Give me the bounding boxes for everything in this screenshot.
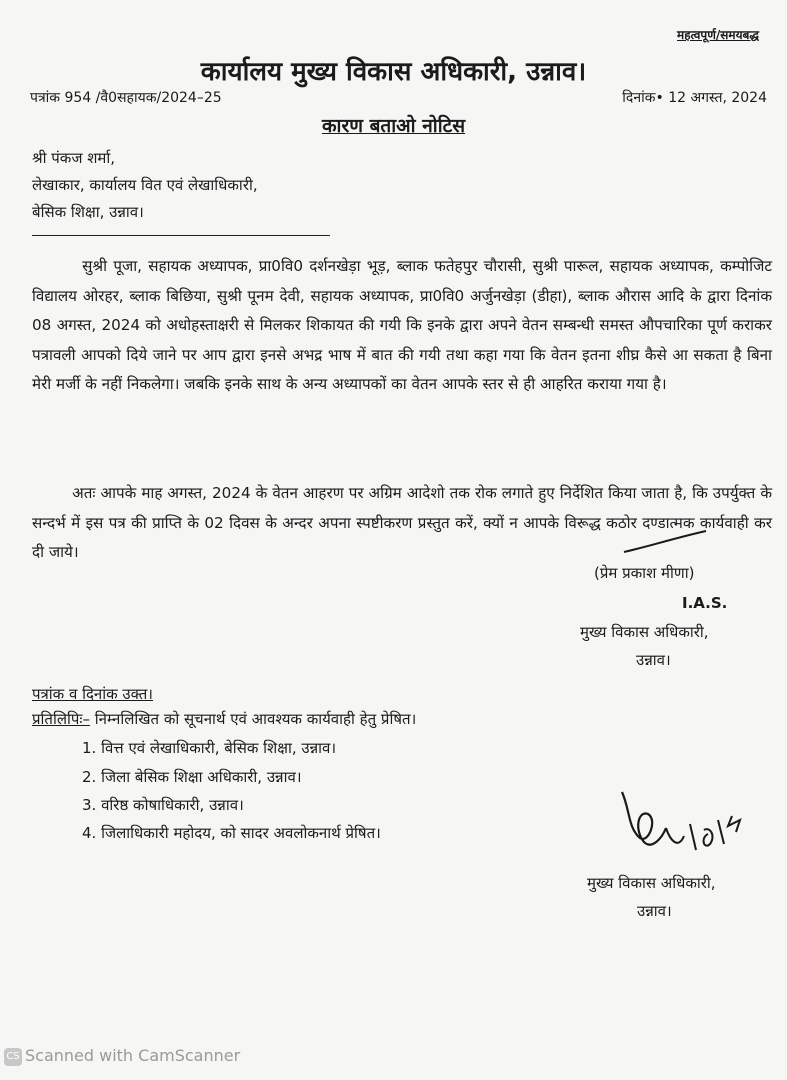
footer-designation: मुख्य विकास अधिकारी, xyxy=(587,874,716,892)
copy-text: निम्नलिखित को सूचनार्थ एवं आवश्यक कार्यवाही हेतु प्रेषित। xyxy=(89,710,417,728)
signatory-designation: मुख्य विकास अधिकारी, xyxy=(580,623,709,641)
copy-item: 4. जिलाधिकारी महोदय, को सादर अवलोकनार्थ प्रेषित। xyxy=(82,824,381,842)
signatory-name: (प्रेम प्रकाश मीणा) xyxy=(594,564,695,582)
office-title: कार्यालय मुख्य विकास अधिकारी, उन्नाव। xyxy=(200,57,587,87)
complaint-paragraph: सुश्री पूजा, सहायक अध्यापक, प्रा0वि0 दर्शनखेड़ा भूड़, ब्लाक फतेहपुर चौरासी, सुश्री पारूल, सहायक अध्यापक, कम्पोजिट विद्यालय ओरहर, ब्लाक बिछिया, सुश्री पूनम देवी, सहायक अध्यापक, प्रा0वि0 अर्जुनखेड़ा (डीहा), ब्लाक औरास आदि के द्वारा दिनांक 08 अगस्त, 2024 को अधोहस्ताक्षरी से मिलकर शिकायत की गयी कि इनके द्वारा अपने वेतन सम्बन्धी समस्त औपचारिका पूर्ण कराकर पत्रावली आपको दिये जाने पर आप द्वारा इनसे अभद्र भाष में बात की गयी तथा कहा गया कि वेतन इतना शीघ्र कैसे आ सकता है बिना मेरी मर्जी के नहीं निकलेगा। जबकि इनके साथ के अन्य अध्यापकों का वेतन आपके स्तर से ही आहरित कराया गया है। xyxy=(32,257,777,393)
addressee-designation: लेखाकार, कार्यालय वित एवं लेखाधिकारी, xyxy=(32,176,258,194)
copy-item: 2. जिला बेसिक शिक्षा अधिकारी, उन्नाव। xyxy=(82,768,302,786)
copy-item: 3. वरिष्ठ कोषाधिकारी, उन्नाव। xyxy=(82,796,244,814)
copy-item: 1. वित्त एवं लेखाधिकारी, बेसिक शिक्षा, उन्नाव। xyxy=(82,739,337,757)
camscanner-logo-icon: CS xyxy=(4,1048,22,1066)
scanner-watermark-text: Scanned with CamScanner xyxy=(25,1046,241,1065)
signatory-service: I.A.S. xyxy=(682,594,728,612)
pen-stroke-mark xyxy=(620,528,710,558)
addressee-name: श्री पंकज शर्मा, xyxy=(32,149,116,167)
copy-label: प्रतिलिपिः– xyxy=(32,710,90,728)
footer-place: उन्नाव। xyxy=(637,902,672,920)
directive-paragraph: अतः आपके माह अगस्त, 2024 के वेतन आहरण पर अग्रिम आदेशो तक रोक लगाते हुए निर्देशित किया जाता है, कि उपर्युक्त के सन्दर्भ में इस पत्र की प्राप्ति के 02 दिवस के अन्दर अपना स्पष्टीकरण प्रस्तुत करें, क्यों न आपके विरूद्ध कठोर दण्डात्मक कार्यवाही कर दी जाये। xyxy=(32,484,777,561)
copy-line xyxy=(32,709,416,729)
letter-date: दिनांक• 12 अगस्त, 2024 xyxy=(622,90,767,106)
signatory-place: उन्नाव। xyxy=(636,651,671,669)
priority-tag: महत्वपूर्ण/समयबद्ध xyxy=(677,28,759,42)
notice-title: कारण बताओ नोटिस xyxy=(321,115,466,137)
scanner-watermark xyxy=(4,1046,240,1066)
ref-same-line: पत्रांक व दिनांक उक्त। xyxy=(32,685,153,703)
handwritten-signature xyxy=(600,780,780,870)
separator-line xyxy=(32,235,330,236)
reference-number: पत्रांक 954 /वै0सहायक/2024–25 xyxy=(30,90,222,106)
addressee-office: बेसिक शिक्षा, उन्नाव। xyxy=(32,203,144,221)
